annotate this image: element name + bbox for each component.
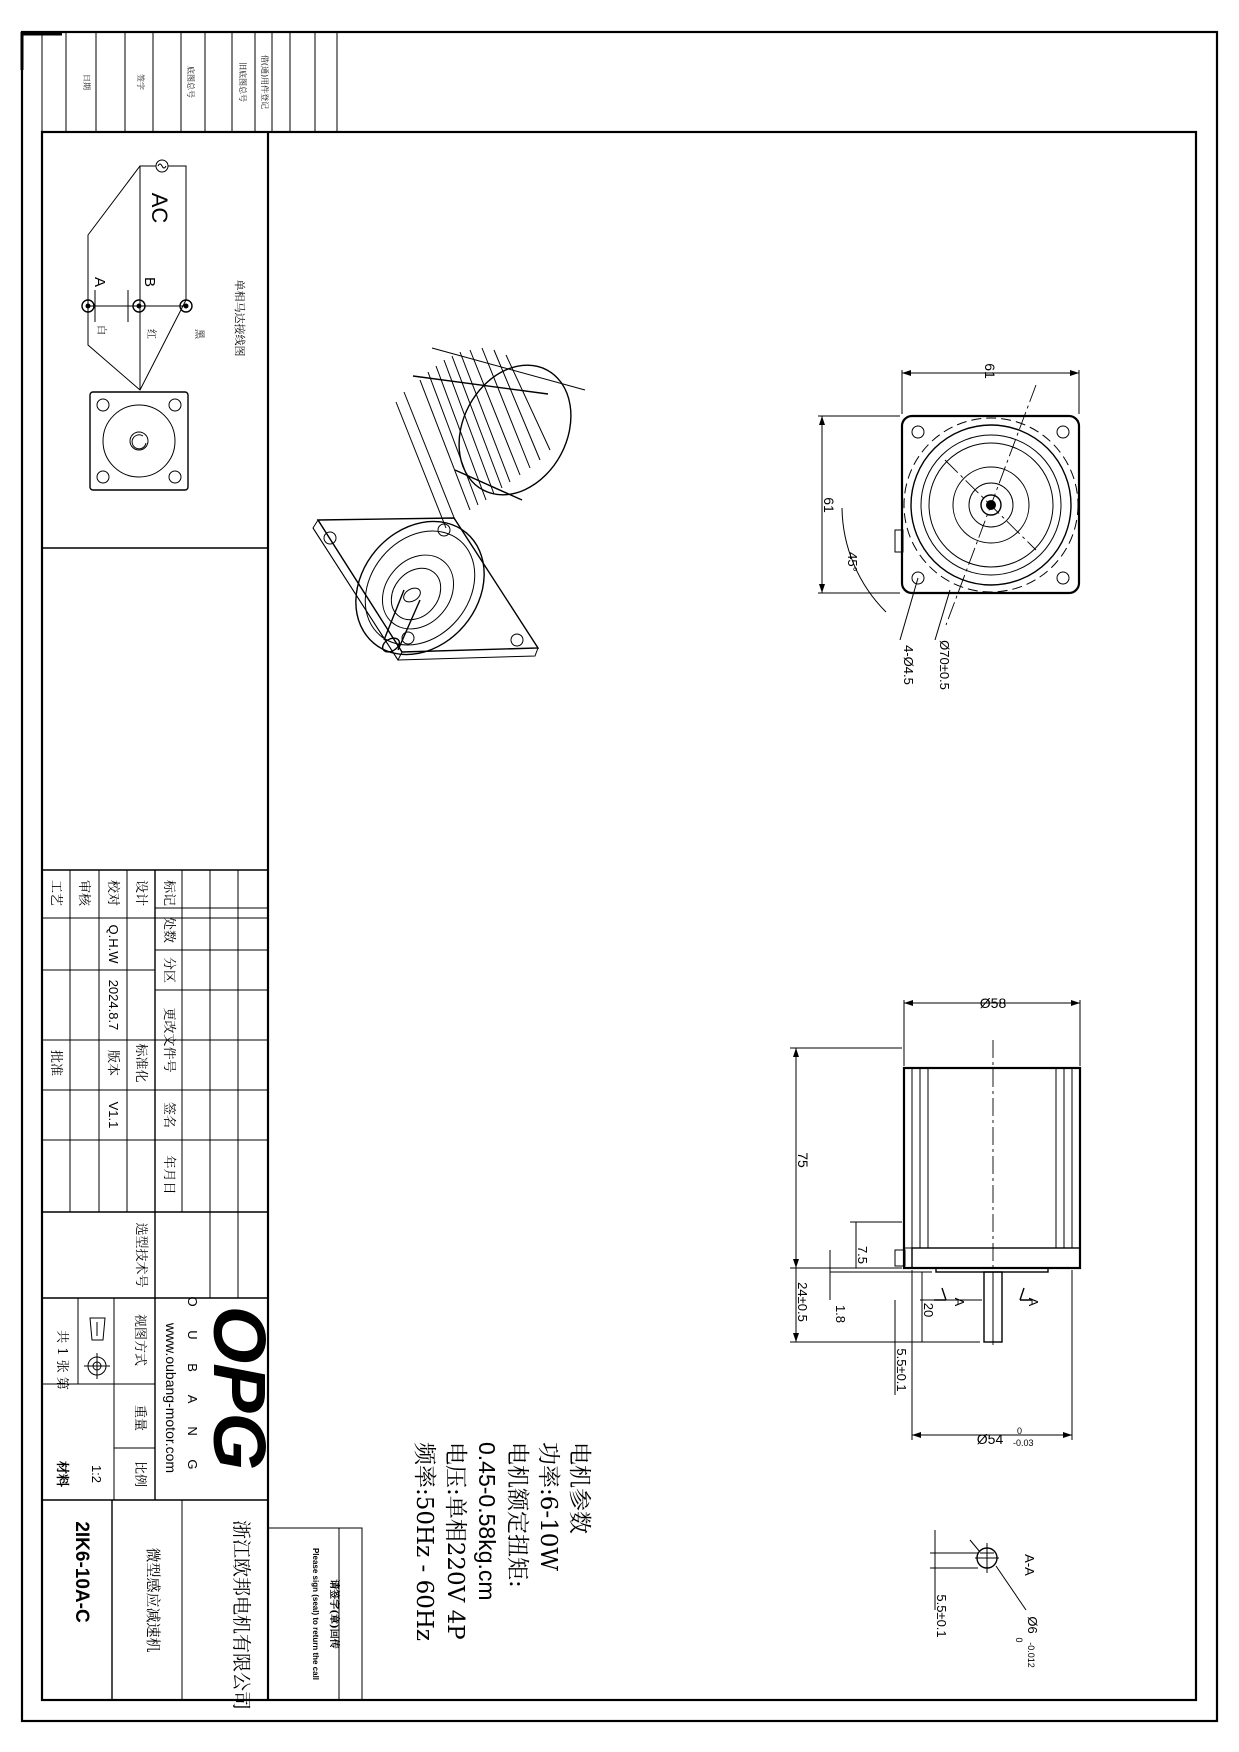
side-view (790, 995, 1080, 1448)
side-dim-pilot-tol-lower: -0.03 (1013, 1438, 1034, 1448)
rev-header-count: 处数 (161, 916, 176, 944)
motor-parameters (411, 1442, 592, 1641)
signoff-box (268, 1528, 362, 1700)
side-dim-length: 75 (795, 1152, 811, 1168)
side-dim-flat: 20 (921, 1302, 936, 1318)
side-dim-flat-depth: 5.5±0.1 (894, 1348, 909, 1392)
isometric-motor-view (313, 346, 593, 681)
website: www.oubang-motor.com (163, 1322, 179, 1474)
model-number: 2IK6-10A-C (71, 1521, 92, 1623)
params-power: 功率:6-10W (535, 1442, 561, 1572)
side-dim-pilot-tol-upper: 0 (1017, 1426, 1023, 1436)
side-section-mark-right: A (1026, 1297, 1041, 1307)
rev-label-sign: 签字 (136, 74, 145, 90)
front-view (818, 363, 1079, 690)
params-heading: 电机参数 (566, 1442, 592, 1534)
rev-header-change-doc: 更改文件号 (161, 1007, 176, 1073)
revision-strip (42, 32, 337, 132)
side-dim-shaft-len: 24±0.5 (795, 1282, 810, 1322)
front-dim-width: 61 (982, 363, 998, 379)
check-date: 2024.8.7 (106, 979, 121, 1031)
section-dim-shaft-tol-lower: -0.012 (1026, 1642, 1036, 1668)
rev-header-zone: 分区 (161, 956, 176, 984)
params-torque-value: 0.45-0.58kg.cm (474, 1442, 500, 1601)
side-dim-body-dia: Ø58 (979, 995, 1007, 1011)
wiring-wire-white: 白 (95, 325, 106, 335)
rev-header-date: 年月日 (161, 1155, 176, 1195)
section-view-a-a (930, 1530, 1040, 1668)
approve-label: 批准 (48, 1049, 63, 1077)
wiring-terminal-a: A (91, 276, 108, 288)
wiring-diagram (82, 160, 247, 490)
role-check: 校对 (105, 879, 120, 907)
front-pcd: Ø70±0.5 (937, 640, 952, 690)
params-torque-label: 电机额定扭矩: (504, 1442, 530, 1588)
selection-tech-label: 选型技术号 (133, 1222, 148, 1288)
section-dim-shaft: Ø6 (1025, 1616, 1040, 1634)
params-voltage: 电压:单相220V 4P (442, 1442, 468, 1640)
wiring-wire-red: 红 (145, 329, 156, 339)
side-dim-flange: 7.5 (855, 1245, 870, 1265)
front-dim-height: 61 (821, 497, 837, 513)
scale-label: 比例 (132, 1460, 147, 1488)
role-design: 设计 (133, 879, 148, 907)
rev-label-borrow: 借(通)用件登记 (260, 54, 269, 110)
rev-header-signature: 签名 (161, 1101, 176, 1129)
material-label: 材料 (54, 1460, 69, 1488)
role-process: 工艺 (48, 879, 63, 907)
rev-label-old-drawing-no: 旧底图总号 (238, 62, 247, 102)
side-dim-pilot: Ø54 (976, 1431, 1004, 1447)
company-logo: OPG (198, 1305, 281, 1471)
product-name: 微型感应减速机 (144, 1547, 162, 1653)
projection-label: 视图方式 (132, 1313, 147, 1367)
section-dim-flat: 5.5±0.1 (934, 1594, 949, 1638)
sheet-count: 共 1 张 第 (54, 1330, 69, 1390)
version-value: V1.1 (106, 1101, 121, 1129)
signoff-line1: 请签字(章)回传 (328, 1579, 339, 1649)
signoff-line2: Please sign (seal) to return the call (311, 1547, 320, 1681)
side-section-mark-left: A (952, 1297, 967, 1307)
section-label: A-A (1022, 1554, 1037, 1576)
standardization-label: 标准化 (133, 1043, 148, 1083)
rev-label-drawing-no: 底图总号 (186, 66, 195, 98)
scale-value: 1:2 (89, 1464, 104, 1484)
front-holes: 4-Ø4.5 (901, 645, 916, 685)
front-angle: 45° (845, 552, 860, 572)
rev-label-date: 日期 (82, 74, 91, 90)
version-label: 版本 (105, 1049, 120, 1077)
role-review: 审核 (76, 879, 91, 907)
side-dim-boss: 1.8 (833, 1304, 848, 1324)
section-dim-shaft-tol-upper: 0 (1014, 1637, 1024, 1643)
wiring-ac-label: AC (147, 192, 172, 224)
company-name: 浙江欧邦电机有限公司 (230, 1520, 252, 1711)
rev-header-mark: 标记 (161, 879, 176, 907)
projection-symbol (84, 1318, 110, 1379)
wiring-terminal-b: B (141, 276, 158, 288)
check-name: Q.H.W (106, 924, 121, 964)
wiring-wire-black: 黑 (193, 329, 204, 339)
weight-label: 重量 (132, 1404, 147, 1432)
title-block (42, 870, 281, 1710)
wiring-title: 单相马达接线图 (233, 279, 246, 357)
brand-letters: O U B A N G (185, 1296, 200, 1480)
params-frequency: 频率:50Hz - 60Hz (411, 1442, 437, 1642)
